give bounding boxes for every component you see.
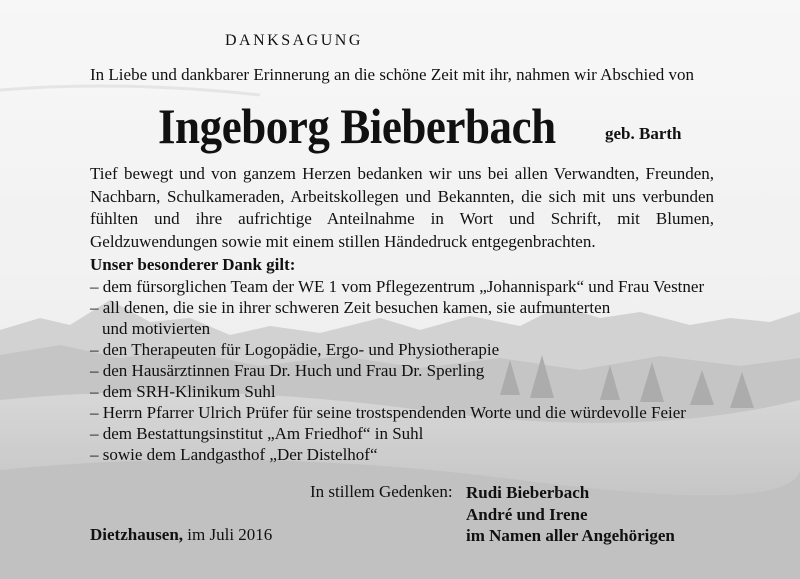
thanks-item: – dem fürsorglichen Team der WE 1 vom Pflegezentrum „Johannispark“ und Frau Vestner bbox=[90, 277, 705, 296]
signer-name: im Namen aller Angehörigen bbox=[466, 526, 675, 545]
thanks-item: – dem Bestattungsinstitut „Am Friedhof“ in Suhl bbox=[90, 424, 424, 443]
thanks-item-continuation: und motivierten bbox=[102, 319, 211, 338]
deceased-name-block bbox=[158, 97, 682, 155]
special-thanks-list bbox=[90, 276, 730, 465]
birth-name: geb. Barth bbox=[605, 124, 682, 143]
signature-label: In stillem Gedenken: bbox=[310, 482, 453, 501]
deceased-name: Ingeborg Bieberbach bbox=[158, 98, 556, 154]
intro-text: In Liebe und dankbarer Erinnerung an die schöne Zeit mit ihr, nahmen wir Abschied von bbox=[90, 65, 695, 84]
thanks-paragraph: Tief bewegt und von ganzem Herzen bedanken wir uns bei allen Verwandten, Freunden, Nachbarn, Schulkameraden, Arbeitskollegen und Bekannten, die sich mit uns verbunden fühlten und ihre aufrichtige Anteilnahme in Wort und Schrift, mit Blumen, Geldzuwendungen sowie mit einem stillen Händedruck entgegenbrachten. bbox=[90, 164, 714, 251]
thanks-item: – sowie dem Landgasthof „Der Distelhof“ bbox=[90, 445, 378, 464]
place-name: Dietzhausen, bbox=[90, 525, 184, 544]
signer-name: André und Irene bbox=[466, 504, 588, 524]
thanks-item: – den Hausärztinnen Frau Dr. Huch und Frau Dr. Sperling bbox=[90, 361, 485, 380]
special-thanks-title: Unser besonderer Dank gilt: bbox=[90, 255, 296, 274]
thanks-item: – den Therapeuten für Logopädie, Ergo- und Physiotherapie bbox=[90, 340, 500, 359]
signer-name: Rudi Bieberbach bbox=[466, 483, 590, 502]
place-date-line bbox=[90, 525, 272, 545]
notice-date: im Juli 2016 bbox=[187, 525, 273, 544]
thanks-item: – all denen, die sie in ihrer schweren Zeit besuchen kamen, sie aufmunterten bbox=[90, 298, 611, 317]
thanks-item: – Herrn Pfarrer Ulrich Prüfer für seine trostspendenden Worte und die würdevolle Feier bbox=[90, 403, 686, 422]
notice-heading: DANKSAGUNG bbox=[225, 32, 363, 49]
thanks-item: – dem SRH-Klinikum Suhl bbox=[90, 382, 276, 401]
signers-block bbox=[466, 482, 675, 547]
